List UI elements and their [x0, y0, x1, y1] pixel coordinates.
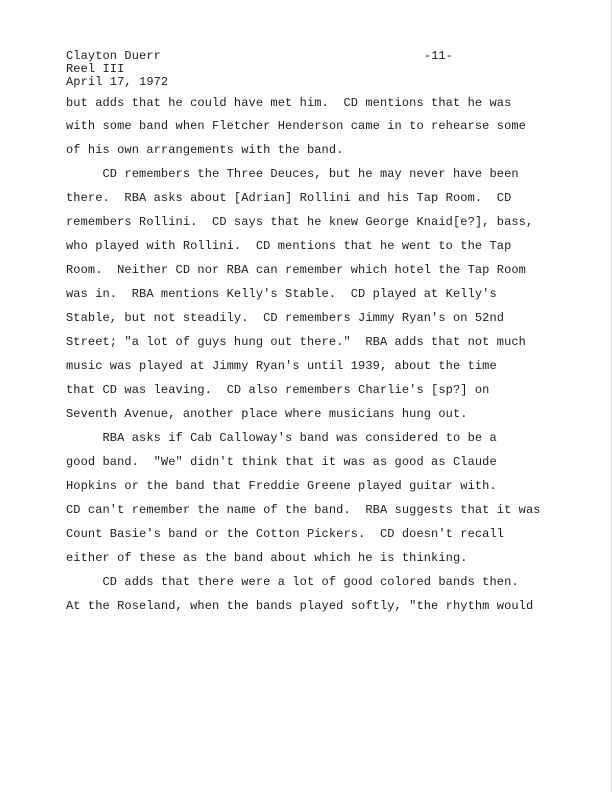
body-line: CD remembers the Three Deuces, but he may never have been	[66, 167, 519, 181]
reel-label: Reel III	[66, 62, 125, 76]
body-line: Street; "a lot of guys hung out there." RBA adds that not much	[66, 335, 526, 349]
body-line: RBA asks if Cab Calloway's band was considered to be a	[66, 431, 497, 445]
body-line: good band. "We" didn't think that it was as good as Claude	[66, 455, 497, 469]
body-line: Room. Neither CD nor RBA can remember which hotel the Tap Room	[66, 263, 526, 277]
body-line: remembers Rollini. CD says that he knew George Knaid[e?], bass,	[66, 215, 534, 229]
transcript-header	[66, 50, 168, 89]
body-line: At the Roseland, when the bands played softly, "the rhythm would	[66, 599, 534, 613]
body-line: CD can't remember the name of the band. RBA suggests that it was	[66, 503, 541, 517]
body-line: Seventh Avenue, another place where musicians hung out.	[66, 407, 468, 421]
body-line: music was played at Jimmy Ryan's until 1939, about the time	[66, 359, 497, 373]
body-line: with some band when Fletcher Henderson came in to rehearse some	[66, 119, 526, 133]
body-line: Stable, but not steadily. CD remembers Jimmy Ryan's on 52nd	[66, 311, 505, 325]
interviewee-name: Clayton Duerr	[66, 49, 161, 63]
body-line: either of these as the band about which he is thinking.	[66, 551, 468, 565]
interview-date: April 17, 1972	[66, 75, 169, 89]
body-line: Hopkins or the band that Freddie Greene played guitar with.	[66, 479, 497, 493]
body-line: Count Basie's band or the Cotton Pickers. CD doesn't recall	[66, 527, 505, 541]
body-line: of his own arrangements with the band.	[66, 143, 344, 157]
body-line: CD adds that there were a lot of good colored bands then.	[66, 575, 519, 589]
body-line: that CD was leaving. CD also remembers Charlie's [sp?] on	[66, 383, 490, 397]
body-line: there. RBA asks about [Adrian] Rollini and his Tap Room. CD	[66, 191, 512, 205]
body-line: who played with Rollini. CD mentions that he went to the Tap	[66, 239, 512, 253]
page-number: -11-	[424, 49, 453, 63]
body-line: was in. RBA mentions Kelly's Stable. CD played at Kelly's	[66, 287, 497, 301]
body-line: but adds that he could have met him. CD mentions that he was	[66, 96, 512, 110]
